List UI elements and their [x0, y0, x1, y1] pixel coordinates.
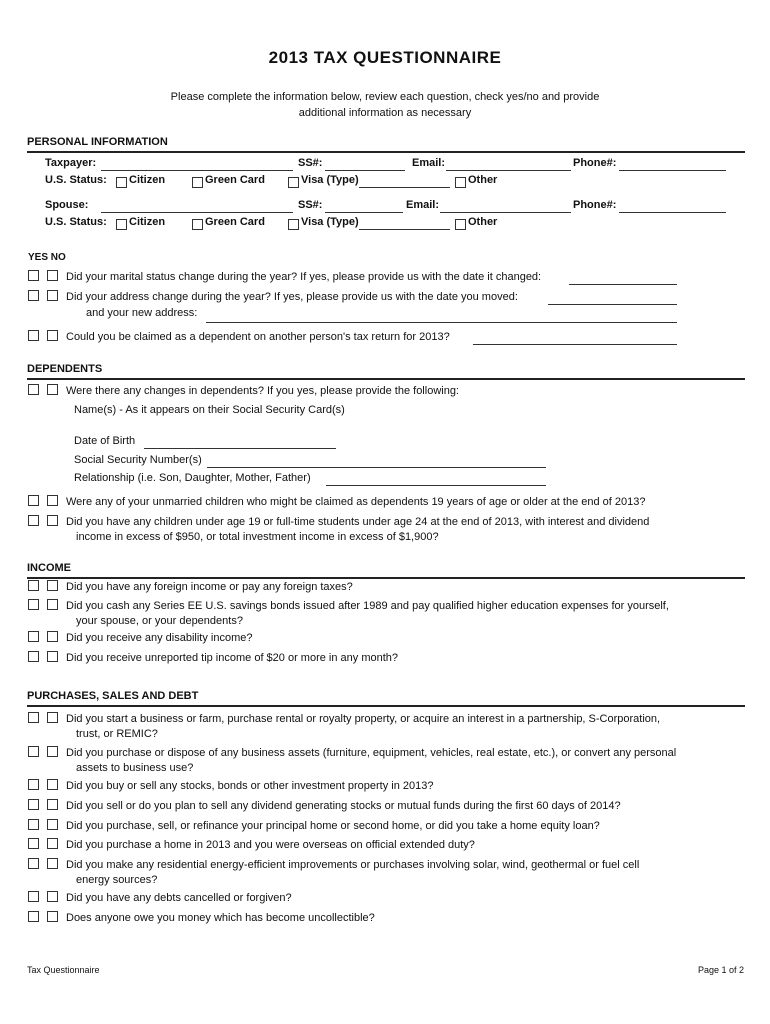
- question-text: Did you sell or do you plan to sell any dividend generating stocks or mutual funds during the first 60 days of 2014?: [66, 800, 621, 812]
- question-tip-income: [28, 651, 398, 666]
- yes-checkbox[interactable]: [28, 891, 39, 902]
- page-number: Page 1 of 2: [697, 965, 744, 975]
- taxpayer-status-label: U.S. Status:: [45, 174, 107, 186]
- taxpayer-ss-label: SS#:: [298, 157, 323, 169]
- no-checkbox[interactable]: [47, 290, 58, 301]
- taxpayer-email-label: Email:: [412, 157, 446, 169]
- question-foreign-income: [28, 580, 353, 595]
- spouse-citizen-checkbox[interactable]: [116, 219, 127, 230]
- section-divider: [27, 577, 745, 579]
- question-text: Did you make any residential energy-efficient improvements or purchases involving solar, wind, geothermal or fuel cell: [66, 859, 640, 871]
- question-debts-cancelled: [28, 891, 292, 906]
- question-home-refinance: [28, 819, 600, 834]
- income-heading: INCOME: [27, 562, 71, 574]
- new-address-label: and your new address:: [86, 307, 198, 319]
- question-text: Did you purchase, sell, or refinance your principal home or second home, or did you take a home equity loan?: [66, 820, 600, 832]
- question-text: Did you buy or sell any stocks, bonds or other investment property in 2013?: [66, 780, 434, 792]
- no-checkbox[interactable]: [47, 746, 58, 757]
- yes-checkbox[interactable]: [28, 838, 39, 849]
- taxpayer-green-card-label: Green Card: [205, 174, 265, 186]
- yes-checkbox[interactable]: [28, 270, 39, 281]
- footer-title: Tax Questionnaire: [27, 965, 100, 975]
- claimed-dependent-detail-field[interactable]: [473, 334, 677, 345]
- no-checkbox[interactable]: [47, 712, 58, 723]
- yes-checkbox[interactable]: [28, 384, 39, 395]
- spouse-other-label: Other: [468, 216, 498, 228]
- purchases-heading: PURCHASES, SALES AND DEBT: [27, 690, 199, 702]
- no-checkbox[interactable]: [47, 495, 58, 506]
- yes-checkbox[interactable]: [28, 712, 39, 723]
- spouse-other-checkbox[interactable]: [455, 219, 466, 230]
- question-energy-improvements: [28, 858, 639, 888]
- question-dividend-stocks: [28, 799, 621, 814]
- taxpayer-name-field[interactable]: [101, 160, 293, 171]
- dependent-ssn-field[interactable]: [207, 457, 546, 468]
- yes-checkbox[interactable]: [28, 495, 39, 506]
- no-checkbox[interactable]: [47, 515, 58, 526]
- taxpayer-email-field[interactable]: [446, 160, 571, 171]
- question-uncollectible-money: [28, 911, 375, 926]
- spouse-email-label: Email:: [406, 199, 440, 211]
- question-text-continued: assets to business use?: [76, 762, 194, 774]
- move-date-field[interactable]: [548, 294, 677, 305]
- question-marital-status: [28, 270, 541, 285]
- section-divider: [27, 151, 745, 153]
- personal-info-heading: PERSONAL INFORMATION: [27, 136, 168, 148]
- no-checkbox[interactable]: [47, 631, 58, 642]
- question-text: Did you purchase a home in 2013 and you were overseas on official extended duty?: [66, 839, 475, 851]
- no-checkbox[interactable]: [47, 580, 58, 591]
- page-title: 2013 TAX QUESTIONNAIRE: [268, 48, 502, 67]
- spouse-status-label: U.S. Status:: [45, 216, 107, 228]
- yes-checkbox[interactable]: [28, 599, 39, 610]
- yes-checkbox[interactable]: [28, 746, 39, 757]
- no-checkbox[interactable]: [47, 384, 58, 395]
- question-text: Did your marital status change during the year? If yes, please provide us with the date it changed:: [66, 271, 542, 283]
- question-text: Did you receive any disability income?: [66, 632, 253, 644]
- question-unmarried-children: [28, 495, 645, 510]
- section-divider: [27, 705, 745, 707]
- question-disability-income: [28, 631, 252, 646]
- taxpayer-citizen-checkbox[interactable]: [116, 177, 127, 188]
- yes-checkbox[interactable]: [28, 651, 39, 662]
- no-checkbox[interactable]: [47, 911, 58, 922]
- yes-checkbox[interactable]: [28, 779, 39, 790]
- no-checkbox[interactable]: [47, 838, 58, 849]
- taxpayer-visa-checkbox[interactable]: [288, 177, 299, 188]
- question-claimed-dependent: [28, 330, 450, 345]
- yes-checkbox[interactable]: [28, 858, 39, 869]
- taxpayer-label: Taxpayer:: [45, 157, 97, 169]
- spouse-label: Spouse:: [45, 199, 89, 211]
- question-text: Were any of your unmarried children who might be claimed as dependents 19 years of age or older at the end of 2013?: [66, 496, 646, 508]
- dependent-dob-label: Date of Birth: [74, 435, 136, 447]
- yes-checkbox[interactable]: [28, 515, 39, 526]
- taxpayer-ss-field[interactable]: [325, 160, 405, 171]
- question-savings-bonds: [28, 599, 669, 629]
- intro-line-1: Please complete the information below, review each question, check yes/no and provide: [170, 91, 600, 103]
- question-text: Did you receive unreported tip income of $20 or more in any month?: [66, 652, 399, 664]
- question-text: Did you have any debts cancelled or forgiven?: [66, 892, 292, 904]
- taxpayer-other-checkbox[interactable]: [455, 177, 466, 188]
- spouse-citizen-label: Citizen: [129, 216, 166, 228]
- yes-checkbox[interactable]: [28, 819, 39, 830]
- spouse-phone-label: Phone#:: [573, 199, 617, 211]
- no-checkbox[interactable]: [47, 651, 58, 662]
- dependent-relationship-field[interactable]: [326, 475, 546, 486]
- question-text-continued: trust, or REMIC?: [76, 728, 158, 740]
- section-divider: [27, 378, 745, 380]
- taxpayer-visa-label: Visa (Type): [301, 174, 359, 186]
- spouse-name-field[interactable]: [101, 202, 293, 213]
- no-checkbox[interactable]: [47, 799, 58, 810]
- new-address-field[interactable]: [206, 312, 677, 323]
- no-checkbox[interactable]: [47, 858, 58, 869]
- question-text: Did you start a business or farm, purchase rental or royalty property, or acquire an interest in a partnership, S-Corporation,: [66, 713, 661, 725]
- dependent-ssn-label: Social Security Number(s): [74, 454, 202, 466]
- no-checkbox[interactable]: [47, 891, 58, 902]
- yes-no-header: YES NO: [28, 252, 66, 263]
- yes-checkbox[interactable]: [28, 330, 39, 341]
- yes-checkbox[interactable]: [28, 631, 39, 642]
- question-text: Could you be claimed as a dependent on another person's tax return for 2013?: [66, 331, 450, 343]
- question-text: Did you cash any Series EE U.S. savings bonds issued after 1989 and pay qualified higher education expenses for yourself,: [66, 600, 669, 612]
- dependent-relationship-label: Relationship (i.e. Son, Daughter, Mother, Father): [74, 472, 311, 484]
- question-address-change: [28, 290, 518, 305]
- spouse-ss-field[interactable]: [325, 202, 403, 213]
- spouse-email-field[interactable]: [440, 202, 571, 213]
- yes-checkbox[interactable]: [28, 799, 39, 810]
- question-business-assets: [28, 746, 676, 776]
- intro-text: [0, 89, 770, 121]
- taxpayer-visa-type-field[interactable]: [359, 177, 450, 188]
- yes-checkbox[interactable]: [28, 911, 39, 922]
- question-text: Did you have any foreign income or pay any foreign taxes?: [66, 581, 353, 593]
- question-text: Were there any changes in dependents? If you yes, please provide the following:: [66, 385, 459, 397]
- taxpayer-phone-label: Phone#:: [573, 157, 617, 169]
- taxpayer-phone-field[interactable]: [619, 160, 726, 171]
- spouse-visa-checkbox[interactable]: [288, 219, 299, 230]
- question-start-business: [28, 712, 660, 742]
- spouse-green-card-label: Green Card: [205, 216, 265, 228]
- question-text: Did your address change during the year? If yes, please provide us with the date you moved:: [66, 291, 518, 303]
- no-checkbox[interactable]: [47, 270, 58, 281]
- dependents-heading: DEPENDENTS: [27, 363, 103, 375]
- question-text-continued: energy sources?: [76, 874, 158, 886]
- spouse-phone-field[interactable]: [619, 202, 726, 213]
- spouse-visa-label: Visa (Type): [301, 216, 359, 228]
- no-checkbox[interactable]: [47, 779, 58, 790]
- question-text: Does anyone owe you money which has become uncollectible?: [66, 912, 375, 924]
- taxpayer-citizen-label: Citizen: [129, 174, 166, 186]
- dependent-names-label: Name(s) - As it appears on their Social Security Card(s): [74, 404, 345, 416]
- question-text-continued: income in excess of $950, or total investment income in excess of $1,900?: [76, 531, 439, 543]
- spouse-ss-label: SS#:: [298, 199, 323, 211]
- no-checkbox[interactable]: [47, 819, 58, 830]
- no-checkbox[interactable]: [47, 330, 58, 341]
- question-investment-property: [28, 779, 433, 794]
- question-home-overseas: [28, 838, 475, 853]
- marital-change-date-field[interactable]: [569, 274, 677, 285]
- spouse-visa-type-field[interactable]: [359, 219, 450, 230]
- dependent-dob-field[interactable]: [144, 438, 336, 449]
- yes-checkbox[interactable]: [28, 290, 39, 301]
- question-text: Did you have any children under age 19 or full-time students under age 24 at the end of 2013, with interest and dividend: [66, 516, 650, 528]
- taxpayer-green-card-checkbox[interactable]: [192, 177, 203, 188]
- question-dependents-change: [28, 384, 459, 399]
- spouse-green-card-checkbox[interactable]: [192, 219, 203, 230]
- intro-line-2: additional information as necessary: [298, 107, 472, 119]
- question-children-income: [28, 515, 649, 545]
- no-checkbox[interactable]: [47, 599, 58, 610]
- taxpayer-other-label: Other: [468, 174, 498, 186]
- question-text: Did you purchase or dispose of any business assets (furniture, equipment, vehicles, real estate, etc.), or convert any personal: [66, 747, 677, 759]
- question-text-continued: your spouse, or your dependents?: [76, 615, 243, 627]
- yes-checkbox[interactable]: [28, 580, 39, 591]
